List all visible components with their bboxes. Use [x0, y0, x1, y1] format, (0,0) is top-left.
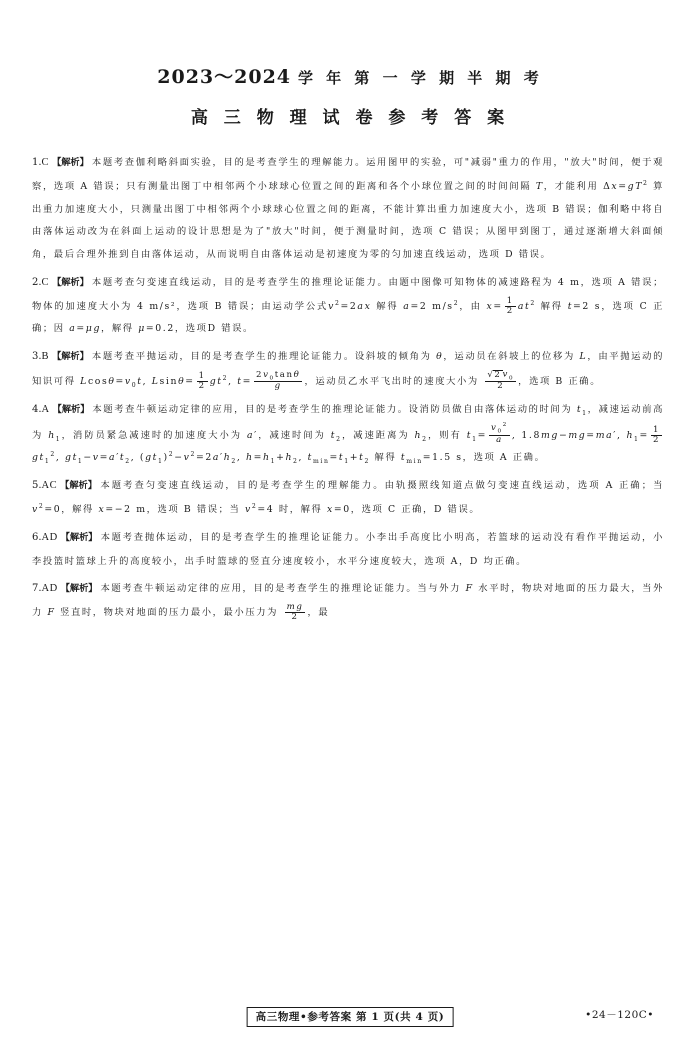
footer-paper-code: •24－120C•	[585, 1009, 654, 1021]
formula-v2-four: $v^2=4$	[245, 502, 275, 516]
item-answer: AC	[41, 480, 58, 492]
footer-page-indicator: 高三物理•参考答案 第 1 页(共 4 页)	[247, 1007, 454, 1027]
page-footer	[0, 1005, 700, 1027]
formula-a-mu-g: a=μg	[69, 323, 101, 335]
formula-tmin: $t_{min}=1.5$ s	[400, 452, 463, 466]
formula-delta-x: $\Delta x=gT^2$	[603, 179, 649, 192]
formula-v2-2ax: $v^2=2ax$	[328, 299, 372, 312]
analysis-label: 【解析】	[52, 157, 89, 168]
item-explanation: 本题考查匀变速直线运动，目的是考查学生的理解能力。由轨摄照线知道点做匀变速直线运动，选项 A 正确；当 $v^2=0$，解得 x=−2 m，选项 B 错误；当 $v^2=4$ 时，解得 x=0，选项 C 正确，D 错误。	[32, 480, 664, 516]
analysis-label: 【解析】	[60, 480, 97, 492]
footer-center-label	[241, 1005, 460, 1029]
item-explanation: 本题考查牛顿运动定律的应用，目的是考查学生的推理论证能力。设消防员做自由落体运动的时间为 $t_1$，减速运动前高为 $h_1$，消防员紧急减速时的加速度大小为 a′，减速时间为 $t_2$，减速距离为 $h_2$，则有 $t_1=$ $\frac{v_0^2}{a}$ , 1.8mg−mg=ma′, $h_1=$ $\frac{1}{2}$ $gt_1^2$, $gt_1-v=a't_2$, $(gt_1)^2-v^2=2a'h_2$, $h=h_1+h_2$, $t_{min}=t_1+t_2$ 解得 $t_{min}=1.5$ s，选项 A 正确。	[32, 403, 664, 466]
answer-item-4	[32, 397, 664, 471]
item-answer: B	[41, 351, 50, 363]
page-title: 高 三 物 理 试 卷 参 考 答 案	[190, 108, 510, 128]
item-explanation: 本题考查伽利略斜面实验，目的是考查学生的理解能力。运用图甲的实验，可"减弱"重力的作用，"放大"时间，便于观察，选项 A 错误；只有测量出图丁中相邻两个小球球心位置之间的距离和各个小球位置之间的时间间隔 T，才能利用 $\Delta x=gT^2$ 算出重力加速度大小，只测量出图丁中相邻两个小球球心位置之间的距离，不能计算出重力加速度大小，选项 B 错误；伽利略中将自由落体运动改为在斜面上运动的设计思想是为了"放大"时间，便于测量时间，选项 C 错误；从图甲到图丁，通过逐渐增大斜面倾角，最后合理外推到自由落体运动，从而说明自由落体运动是初速度为零的匀加速直线运动，选项 D 错误。	[32, 157, 665, 261]
formula-t1: $t_1=$ $\frac{v_0^2}{a}$	[466, 422, 508, 446]
item-number: 6.	[32, 531, 42, 543]
formula-x-minus2: x=−2 m	[98, 504, 147, 516]
item-explanation: 本题考查牛顿运动定律的应用，目的是考查学生的推理论证能力。当与外力 F 水平时，物块对地面的压力最大，当外力 F 竖直时，物块对地面的压力最小，最小压力为 $\frac{mg}{2}$ ，最	[32, 583, 664, 623]
formula-x-half-at2: x= $\frac{1}{2}$ $at^2$	[486, 295, 536, 317]
analysis-label: 【解析】	[52, 403, 90, 415]
answer-item-7	[32, 576, 664, 624]
answer-item-6	[32, 525, 664, 573]
formula-mu-02: μ=0.2	[138, 323, 175, 335]
item-number: 7.	[32, 583, 42, 595]
analysis-label: 【解析】	[60, 583, 98, 595]
item-answer: AD	[41, 531, 58, 543]
analysis-label: 【解析】	[60, 531, 98, 543]
answer-item-1	[32, 150, 664, 267]
formula-t-2s: t=2 s	[567, 300, 602, 312]
formula-x-zero: x=0	[326, 504, 351, 516]
exam-term-text: 学 年 第 一 学 期 半 期 考	[297, 69, 543, 87]
item-answer: A	[41, 403, 50, 415]
item-number: 3.	[32, 351, 42, 363]
answer-item-5	[32, 473, 664, 522]
item-explanation: 本题考查平抛运动，目的是考查学生的推理论证能力。设斜坡的倾角为 θ，运动员在斜坡上的位移为 L，由平抛运动的知识可得 $Lcos\theta=v_0t$, Lsinθ= $\frac{1}{2}$ $gt^2$, t= $\frac{2v_0\tan\theta}{g}$ ，运动员乙水平飞出时的速度大小为 $\frac{√2v_0}{2}$ ，选项 B 正确。	[32, 351, 664, 392]
formula-mg-over-2: $\frac{mg}{2}$	[286, 602, 304, 623]
exam-year: 2023～2024	[157, 66, 292, 88]
formula-projectile: $Lcos\theta=v_0t$, Lsinθ= $\frac{1}{2}$ $gt^2$, t= $\frac{2v_0\tan\theta}{g}$	[80, 369, 301, 392]
symbol-T: T	[535, 180, 544, 192]
item-number: 1.	[32, 157, 42, 168]
item-number: 5.	[32, 480, 42, 492]
answer-item-3	[32, 344, 664, 393]
exam-term-line	[0, 62, 700, 89]
analysis-label: 【解析】	[52, 351, 89, 363]
answer-item-2	[32, 270, 664, 341]
formula-a-2: a=2 $m/s^2$	[403, 299, 460, 312]
item-answer: AD	[41, 583, 58, 595]
formula-speed-b: $\frac{√2v_0}{2}$	[487, 369, 515, 392]
item-number: 2.	[32, 276, 42, 288]
analysis-label: 【解析】	[52, 276, 89, 288]
answers-body	[32, 150, 664, 625]
formula-newton: 1.8mg−mg=ma′, $h_1=$ $\frac{1}{2}$ $gt_1^2$, $gt_1-v=a't_2$, $(gt_1)^2-v^2=2a'h_2$, $h=h_1+h_2$, $t_{min}=t_1+t_2$	[32, 424, 661, 466]
item-answer: C	[41, 276, 50, 288]
item-explanation: 本题考查匀变速直线运动，目的是考查学生的推理论证能力。由题中图像可知物体的减速路程为 4 m，选项 A 错误；物体的加速度大小为 4 m/s²，选项 B 错误；由运动学公式$v^2=2ax$ 解得 a=2 $m/s^2$，由 x= $\frac{1}{2}$ $at^2$ 解得 t=2 s，选项 C 正确；因 a=μg，解得 μ=0.2，选项D 错误。	[32, 276, 664, 335]
item-number: 4.	[32, 403, 42, 415]
page-header	[0, 62, 700, 128]
item-answer: C	[41, 157, 50, 168]
item-explanation: 本题考查抛体运动，目的是考查学生的推理论证能力。小李出手高度比小明高，若篮球的运动没有看作平抛运动，小李投篮时篮球上升的高度较小，出手时篮球的竖直分速度较小，水平分速度较大，选项 A，D 均正确。	[32, 531, 664, 567]
formula-v2-zero: $v^2=0$	[32, 502, 62, 516]
answer-sheet-page	[0, 62, 700, 1045]
